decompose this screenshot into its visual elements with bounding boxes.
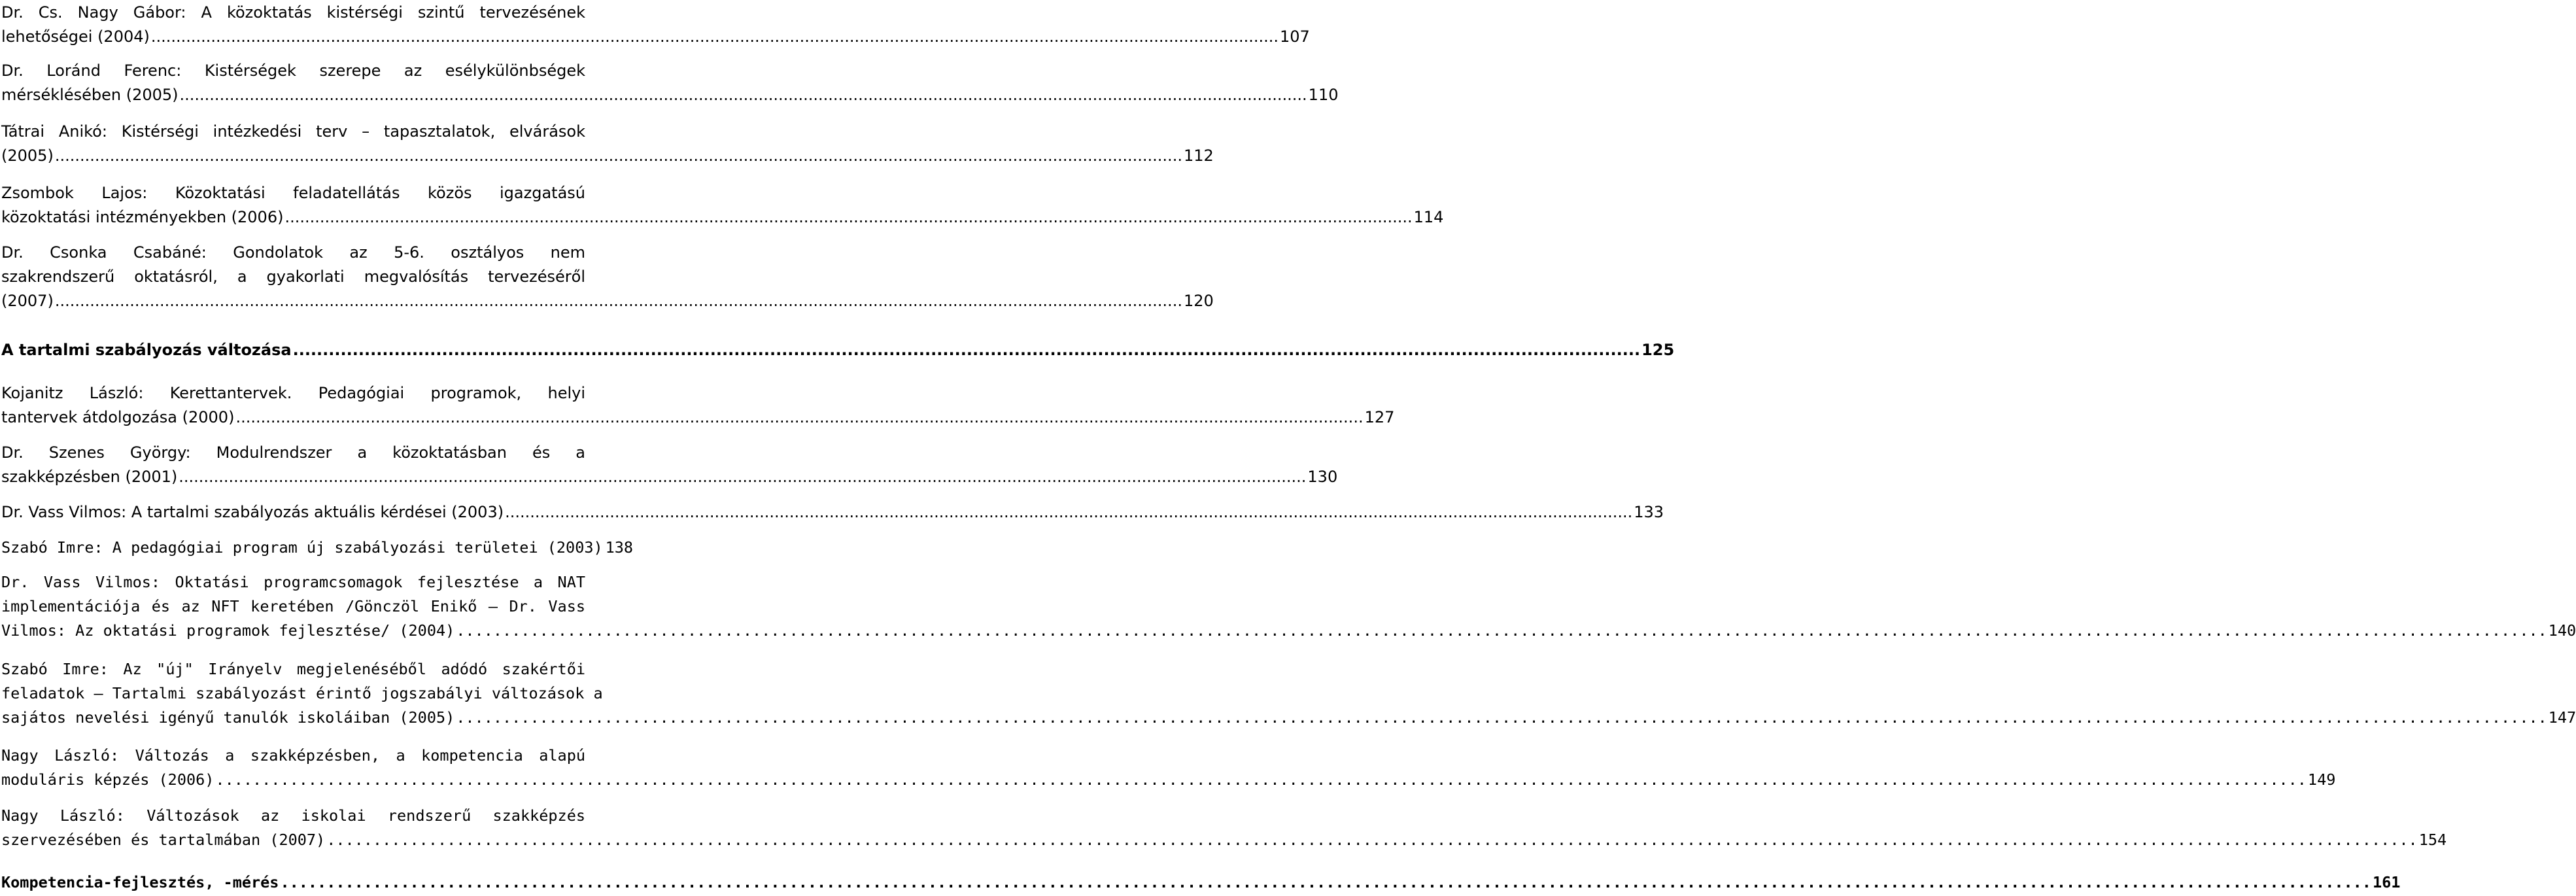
toc-entry[interactable] [1,536,634,560]
toc-entry-title-end: szakképzésben (2001) [1,468,178,486]
toc-section-title: A tartalmi szabályozás változása [1,341,292,359]
toc-entry-last-line [1,870,2401,895]
page-number: 140 [2548,621,2576,640]
page-number: 138 [605,538,634,557]
dot-leader [151,25,1279,49]
toc-section-title: Kompetencia-fejlesztés, -mérés [1,873,279,891]
toc-entry-last-line [1,25,1310,49]
toc-entry-line: Szabó Imre: Az "új" Irányelv megjelenéséből adódó szakértői [1,660,585,678]
toc-entry[interactable] [1,381,1395,430]
toc-entry-line: Dr. Cs. Nagy Gábor: A közoktatás kistérségi szintű tervezésének [1,3,585,22]
dot-leader [456,706,2547,730]
toc-entry-last-line [1,289,1214,313]
toc-entry-line: Dr. Loránd Ferenc: Kistérségek szerepe az esélykülönbségek [1,61,585,80]
toc-entry[interactable] [1,59,1339,107]
dot-leader [456,619,2547,643]
toc-entry-title-end: moduláris képzés (2006) [1,770,215,789]
dot-leader [280,870,2371,895]
toc-entry-line: Zsombok Lajos: Közoktatási feladatellátás közös igazgatású [1,184,585,202]
toc-entry-last-line [1,706,2576,730]
page-number: 110 [1308,86,1339,104]
dot-leader [55,289,1182,313]
dot-leader [179,465,1306,489]
page-number: 120 [1183,292,1214,310]
toc-entry-last-line [1,619,2576,643]
dot-leader [505,500,1632,525]
page-number: 149 [2307,770,2336,789]
toc-entry-last-line [1,536,634,560]
toc-entry[interactable] [1,744,2336,792]
toc-entry-line: Tátrai Anikó: Kistérségi intézkedési terv – tapasztalatok, elvárások [1,122,585,141]
toc-entry-line: Dr. Vass Vilmos: Oktatási programcsomagok fejlesztése a NAT [1,573,585,591]
toc-entry-title-end: Vilmos: Az oktatási programok fejlesztése/ (2004) [1,621,455,640]
toc-entry-title-end: Szabó Imre: A pedagógiai program új szabályozási területei (2003) [1,538,603,557]
toc-entry-line: Nagy László: Változás a szakképzésben, a kompetencia alapú [1,746,585,765]
page-number: 107 [1280,27,1310,46]
toc-entry[interactable] [1,120,1214,168]
toc-entry-last-line [1,144,1214,168]
dot-leader [326,828,2418,852]
toc-entry-last-line [1,768,2336,792]
toc-entry-title-end: mérséklésében (2005) [1,86,179,104]
toc-entry-last-line [1,405,1395,430]
toc-entry-last-line [1,338,1675,362]
toc-entry[interactable] [1,500,1664,525]
page-number: 127 [1364,408,1395,426]
toc-entry-line: Dr. Szenes György: Modulrendszer a közoktatásban és a [1,443,585,462]
page-number: 112 [1183,146,1214,165]
page-number: 161 [2372,873,2401,891]
toc-entry[interactable] [1,181,1444,230]
dot-leader [215,768,2307,792]
toc-entry[interactable] [1,1,1310,49]
toc-entry-title-end: (2007) [1,292,54,310]
page-number: 125 [1641,341,1675,359]
toc-entry-title-end: közoktatási intézményekben (2006) [1,208,284,226]
toc-entry[interactable] [1,804,2447,852]
toc-entry-title-end: tantervek átdolgozása (2000) [1,408,235,426]
toc-section-heading[interactable] [1,870,2401,895]
toc-entry-last-line [1,828,2447,852]
page-number: 133 [1634,503,1664,521]
toc-entry-line: implementációja és az NFT keretében /Gönczöl Enikő – Dr. Vass [1,597,585,615]
toc-entry-title-end: (2005) [1,146,54,165]
toc-entry-last-line [1,465,1338,489]
toc-entry-title-end: Dr. Vass Vilmos: A tartalmi szabályozás aktuális kérdései (2003) [1,503,504,521]
toc-entry-last-line [1,205,1444,230]
toc-entry-last-line [1,500,1664,525]
toc-entry[interactable] [1,241,1214,313]
dot-leader [55,144,1182,168]
toc-entry-line: Nagy László: Változások az iskolai rendszerű szakképzés [1,806,585,825]
toc-entry-line: szakrendszerű oktatásról, a gyakorlati megvalósítás tervezéséről [1,267,585,286]
toc-entry-title-end: szervezésében és tartalmában (2007) [1,831,326,849]
toc-entry-title-end: lehetőségei (2004) [1,27,150,46]
dot-leader [293,338,1640,362]
dot-leader [235,405,1363,430]
page-number: 130 [1307,468,1338,486]
toc-entry-line: Kojanitz László: Kerettantervek. Pedagógiai programok, helyi [1,384,585,402]
toc-entry[interactable] [1,570,2576,643]
page-number: 154 [2418,831,2447,849]
toc-entry-line: Dr. Csonka Csabáné: Gondolatok az 5-6. osztályos nem [1,243,585,262]
toc-entry-last-line [1,83,1339,107]
toc-entry[interactable] [1,657,2576,730]
toc-entry-title-end: sajátos nevelési igényű tanulók iskoláiban (2005) [1,708,455,727]
dot-leader [180,83,1307,107]
dot-leader [284,205,1412,230]
page-number: 114 [1413,208,1444,226]
toc-entry[interactable] [1,441,1338,489]
toc-section-heading[interactable] [1,338,1675,362]
page-number: 147 [2548,708,2576,727]
toc-entry-line: feladatok – Tartalmi szabályozást érintő jogszabályi változások a [1,684,603,702]
